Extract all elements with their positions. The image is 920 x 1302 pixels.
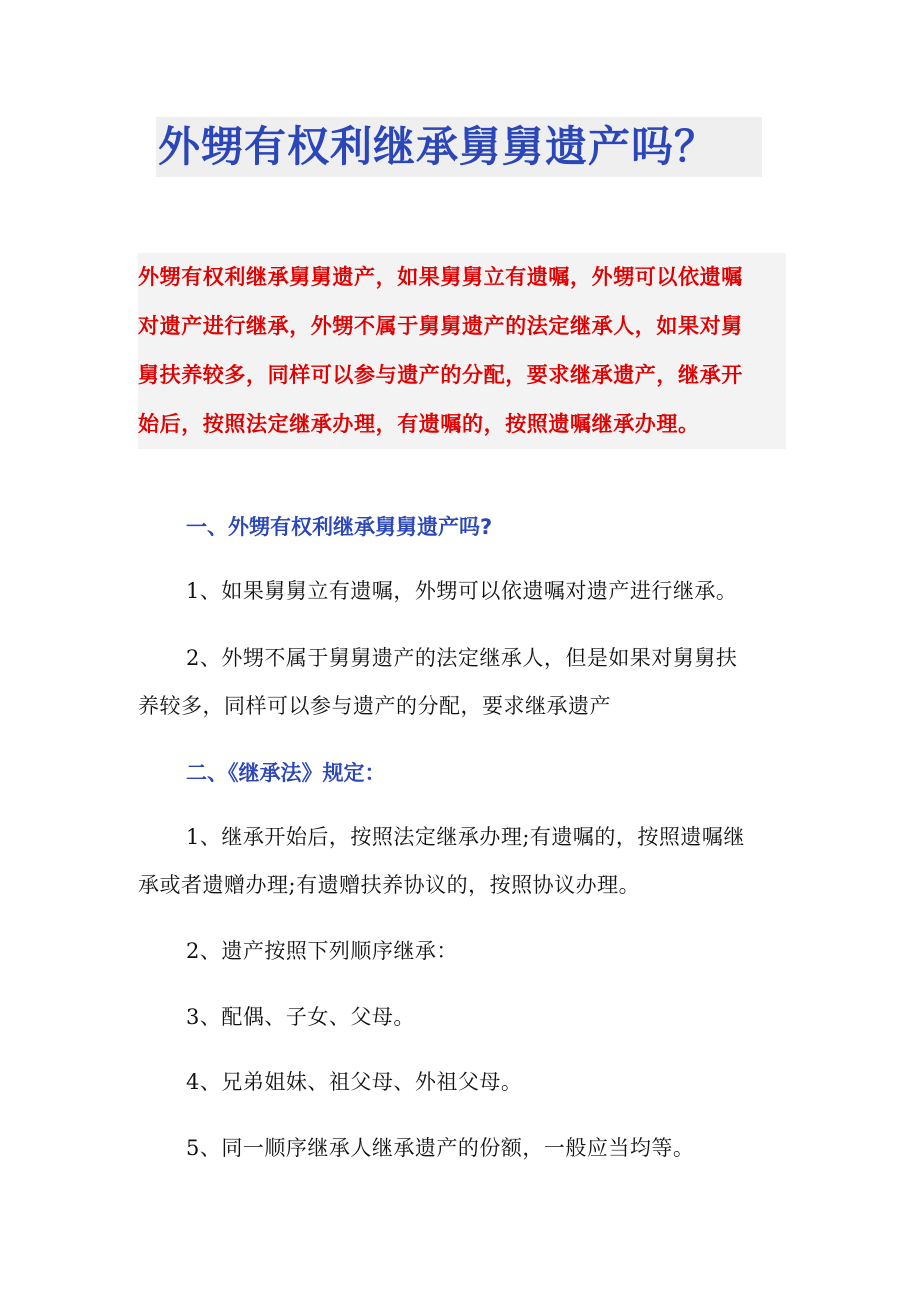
summary-line: 舅扶养较多，同样可以参与遗产的分配，要求继承遗产，继承开 xyxy=(138,363,743,387)
section-heading-2: 二、《继承法》规定： xyxy=(186,761,386,785)
paragraph-line: 养较多，同样可以参与遗产的分配，要求继承遗产 xyxy=(138,694,611,718)
section1-item-2 xyxy=(138,634,788,730)
summary-line: 始后，按照法定继承办理，有遗嘱的，按照遗嘱继承办理。 xyxy=(138,412,700,436)
paragraph-line: 2、遗产按照下列顺序继承： xyxy=(186,939,458,963)
paragraph-line: 3、配偶、子女、父母。 xyxy=(186,1005,415,1029)
paragraph-line: 承或者遗赠办理;有遗赠扶养协议的，按照协议办理。 xyxy=(138,873,641,897)
section2-item-2 xyxy=(138,927,788,975)
paragraph-line: 4、兄弟姐妹、祖父母、外祖父母。 xyxy=(186,1070,523,1094)
summary-paragraph xyxy=(138,253,786,449)
summary-line: 对遗产进行继承，外甥不属于舅舅遗产的法定继承人，如果对舅 xyxy=(138,314,743,338)
section1-item-1 xyxy=(138,567,788,615)
section2-item-3 xyxy=(138,993,788,1041)
section-heading-1: 一、外甥有权利继承舅舅遗产吗? xyxy=(186,515,493,539)
paragraph-line: 5、同一顺序继承人继承遗产的份额，一般应当均等。 xyxy=(186,1136,695,1160)
section2-item-5 xyxy=(138,1124,788,1172)
section2-item-4 xyxy=(138,1058,788,1106)
section2-item-1 xyxy=(138,813,788,909)
summary-line: 外甥有权利继承舅舅遗产，如果舅舅立有遗嘱，外甥可以依遗嘱 xyxy=(138,265,743,289)
paragraph-line: 1、继承开始后，按照法定继承办理;有遗嘱的，按照遗嘱继 xyxy=(186,825,745,849)
paragraph-line: 1、如果舅舅立有遗嘱，外甥可以依遗嘱对遗产进行继承。 xyxy=(186,579,738,603)
paragraph-line: 2、外甥不属于舅舅遗产的法定继承人，但是如果对舅舅扶 xyxy=(186,646,738,670)
page-title: 外甥有权利继承舅舅遗产吗？ xyxy=(158,122,718,171)
